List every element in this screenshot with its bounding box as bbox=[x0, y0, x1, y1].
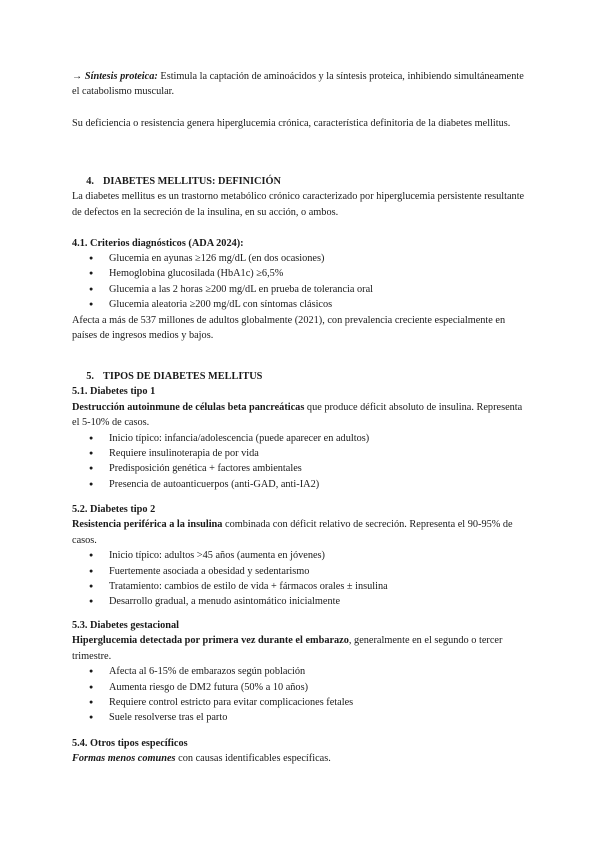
deficiency-paragraph: Su deficiencia o resistencia genera hiperglucemia crónica, característica definitoria de la diabetes mellitus. bbox=[72, 118, 511, 129]
section-5 bbox=[72, 369, 532, 492]
list-item: ● Aumenta riesgo de DM2 futura (50% a 10 años) bbox=[72, 680, 532, 695]
gestational-heading: 5.3. Diabetes gestacional bbox=[72, 620, 179, 631]
section-4-number: 4. bbox=[86, 176, 94, 187]
section-4 bbox=[72, 174, 532, 343]
list-item: ● Glucemia en ayunas ≥126 mg/dL (en dos ocasiones) bbox=[72, 251, 532, 266]
list-item: ● Fuertemente asociada a obesidad y sedentarismo bbox=[72, 564, 532, 579]
list-item: ● Requiere control estricto para evitar complicaciones fetales bbox=[72, 695, 532, 710]
list-item: ● Glucemia a las 2 horas ≥200 mg/dL en prueba de tolerancia oral bbox=[72, 282, 532, 297]
type2-lead-rest: combinada con déficit relativo de secreción. Representa el 90-95% de casos. bbox=[72, 519, 513, 546]
section-5-title: TIPOS DE DIABETES MELLITUS bbox=[103, 371, 263, 382]
others-heading: 5.4. Otros tipos específicos bbox=[72, 738, 188, 749]
gestational-lead bbox=[72, 633, 532, 664]
sintesis-text: Estimula la captación de aminoácidos y la síntesis proteica, inhibiendo simultáneamente el catabolismo muscular. bbox=[72, 71, 524, 98]
deficiency-block bbox=[72, 116, 532, 131]
type2-heading: 5.2. Diabetes tipo 2 bbox=[72, 504, 156, 515]
list-item: ● Predisposición genética + factores ambientales bbox=[72, 461, 532, 476]
list-item: ● Presencia de autoanticuerpos (anti-GAD, anti-IA2) bbox=[72, 477, 532, 492]
type2-block bbox=[72, 502, 532, 610]
sintesis-paragraph bbox=[72, 69, 532, 100]
prevalence-paragraph: Afecta a más de 537 millones de adultos globalmente (2021), con prevalencia creciente especialmente en países de ingresos medios y bajos. bbox=[72, 314, 506, 342]
type1-list bbox=[72, 431, 532, 493]
list-item: ● Suele resolverse tras el parto bbox=[72, 710, 532, 725]
list-item: ● Requiere insulinoterapia de por vida bbox=[72, 446, 532, 461]
arrow-icon: → bbox=[72, 71, 83, 82]
type2-list bbox=[72, 548, 532, 610]
definition-paragraph: La diabetes mellitus es un trastorno metabólico crónico caracterizado por hiperglucemia persistente resultante de defectos en la secreción de la insulina, en su acción, o ambos. bbox=[72, 191, 525, 218]
gestational-lead-bold: Hiperglucemia detectada por primera vez durante el embarazo bbox=[72, 635, 349, 647]
gestational-list bbox=[72, 664, 532, 726]
section-5-heading bbox=[72, 369, 532, 384]
type1-heading: 5.1. Diabetes tipo 1 bbox=[72, 386, 156, 398]
sintesis-label: Síntesis proteica: bbox=[84, 71, 158, 82]
section-4-title: DIABETES MELLITUS: DEFINICIÓN bbox=[103, 176, 281, 187]
criteria-heading: 4.1. Criterios diagnósticos (ADA 2024): bbox=[72, 237, 244, 249]
list-item: ● Hemoglobina glucosilada (HbA1c) ≥6,5% bbox=[72, 266, 532, 281]
intro-block bbox=[72, 69, 532, 100]
others-lead-bold: Formas menos comunes bbox=[72, 753, 176, 765]
list-item: ● Glucemia aleatoria ≥200 mg/dL con síntomas clásicos bbox=[72, 297, 532, 312]
list-item: ● Desarrollo gradual, a menudo asintomático inicialmente bbox=[72, 594, 532, 609]
criteria-list bbox=[72, 251, 532, 313]
others-lead-rest: con causas identificables específicas. bbox=[175, 753, 331, 765]
others-block bbox=[72, 736, 532, 767]
list-item: ● Inicio típico: infancia/adolescencia (puede aparecer en adultos) bbox=[72, 431, 532, 446]
list-item: ● Tratamiento: cambios de estilo de vida + fármacos orales ± insulina bbox=[72, 579, 532, 594]
section-5-number: 5. bbox=[86, 371, 94, 382]
gestational-lead-rest: , generalmente en el segundo o tercer trimestre. bbox=[72, 635, 503, 662]
type1-lead bbox=[72, 400, 532, 431]
type1-lead-rest: que produce déficit absoluto de insulina. Representa el 5-10% de casos. bbox=[72, 401, 523, 429]
section-4-heading bbox=[72, 174, 532, 189]
others-lead bbox=[72, 751, 532, 766]
list-item: ● Afecta al 6-15% de embarazos según población bbox=[72, 664, 532, 679]
type2-lead bbox=[72, 517, 532, 548]
gestational-block bbox=[72, 618, 532, 726]
list-item: ● Inicio típico: adultos >45 años (aumenta en jóvenes) bbox=[72, 548, 532, 563]
type1-lead-bold: Destrucción autoinmune de células beta pancreáticas bbox=[72, 401, 305, 413]
type2-lead-bold: Resistencia periférica a la insulina bbox=[72, 519, 223, 531]
